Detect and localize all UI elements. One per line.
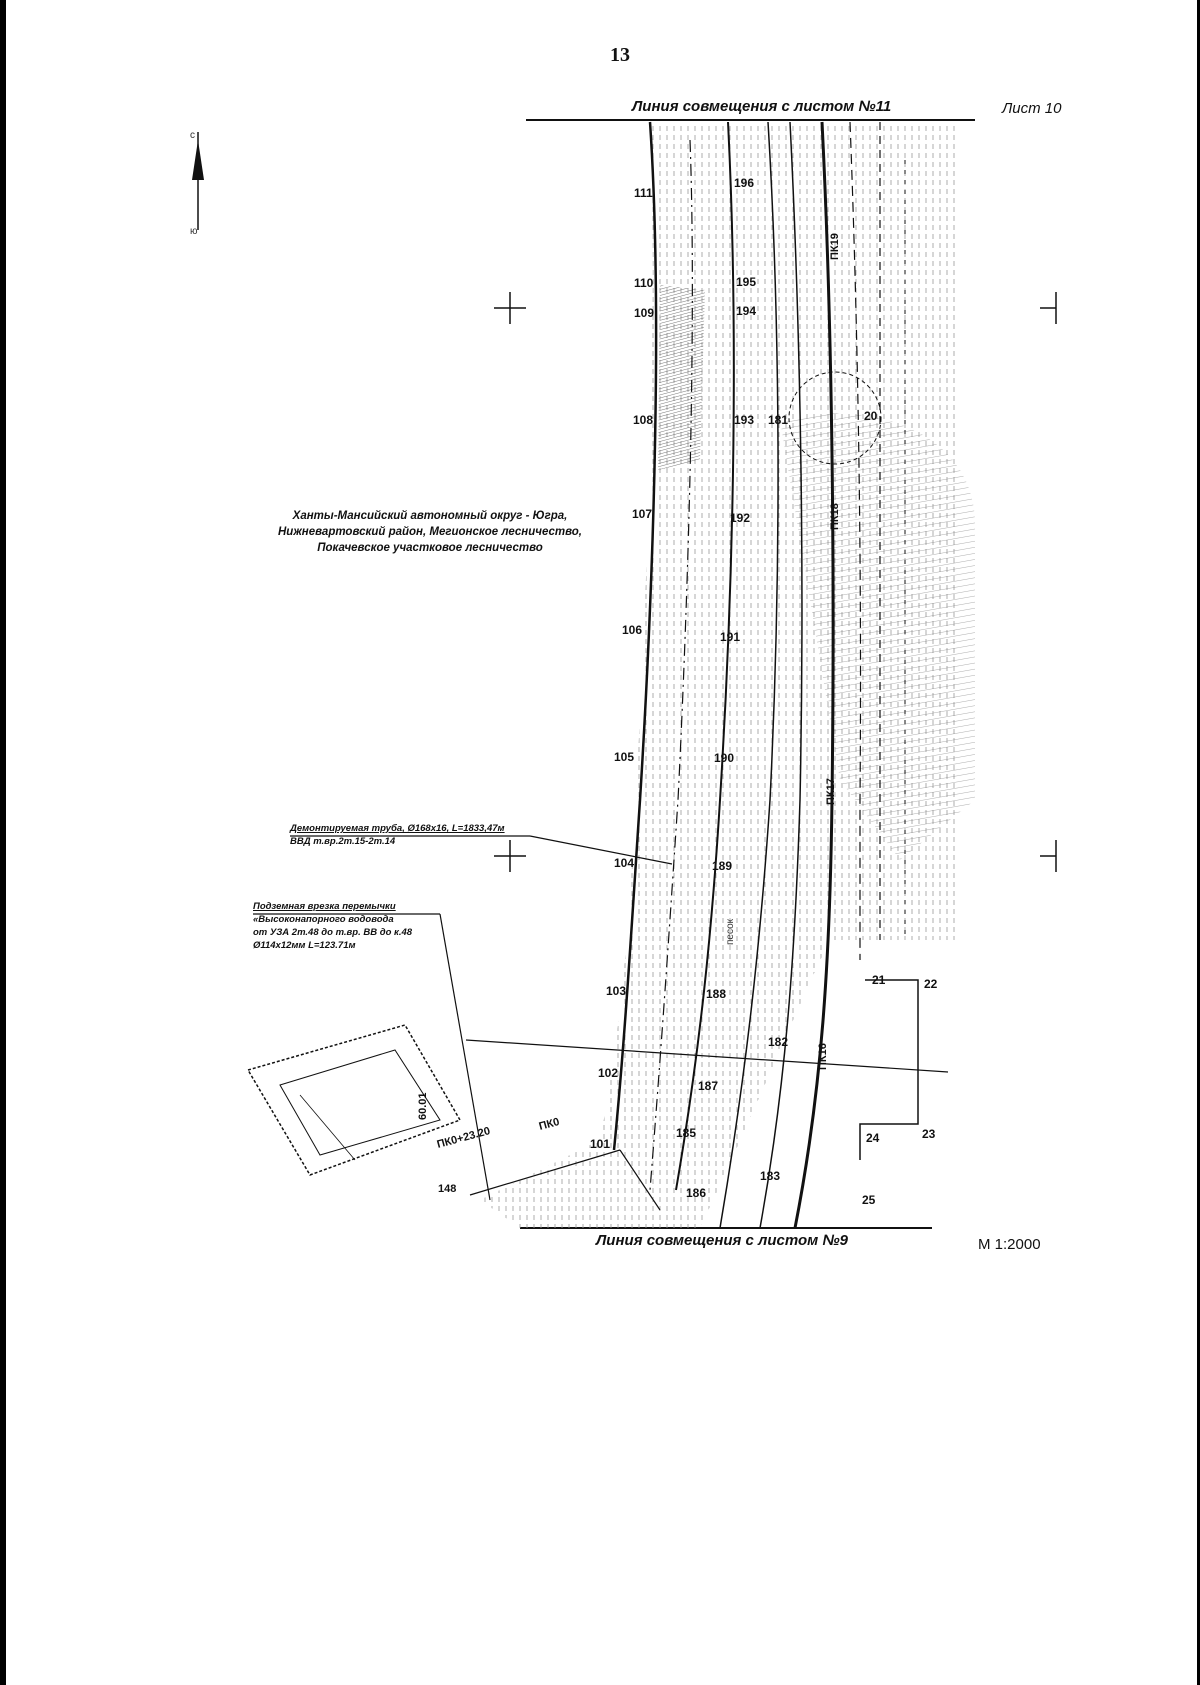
point-label: 185	[676, 1126, 697, 1140]
terrain-label: песок	[725, 918, 736, 945]
point-label: 191	[720, 630, 741, 644]
dense-hatch	[658, 285, 705, 470]
point-label: 102	[598, 1066, 619, 1080]
region-line-3: Покачевское участковое лесничество	[317, 542, 543, 554]
tie-in-line-1: Подземная врезка перемычки	[253, 901, 396, 912]
sheet-label: Лист 10	[1002, 100, 1062, 117]
point-label: 107	[632, 507, 653, 521]
tie-in-line-2: «Высоконапорного водовода	[253, 914, 394, 925]
page-number: 13	[610, 44, 630, 66]
picket-label: ПК0	[537, 1115, 561, 1133]
point-label: 189	[712, 859, 733, 873]
picket-label: ПК19	[829, 233, 841, 260]
scale-label: М 1:2000	[978, 1236, 1041, 1253]
point-label: 25	[862, 1193, 876, 1207]
point-label: 181	[768, 413, 789, 427]
point-label: 110	[634, 276, 654, 290]
point-label: 186	[686, 1186, 707, 1200]
point-label: 109	[634, 306, 655, 320]
point-label: 106	[622, 623, 643, 637]
svg-text:с: с	[190, 130, 195, 141]
point-label: 111	[634, 186, 653, 200]
point-label: 195	[736, 275, 757, 289]
point-label: 105	[614, 750, 635, 764]
point-label: 192	[730, 511, 751, 525]
picket-label: ПК18	[829, 503, 841, 530]
point-label: 23	[922, 1127, 936, 1141]
point-label: 24	[866, 1131, 880, 1145]
region-line-2: Нижневартовский район, Мегионское лесничество,	[278, 526, 582, 538]
point-label: 188	[706, 987, 727, 1001]
point-label: 183	[760, 1169, 781, 1183]
point-label: 103	[606, 984, 627, 998]
point-label: 20	[864, 409, 878, 423]
point-label: 194	[736, 304, 757, 318]
point-label: 182	[768, 1035, 789, 1049]
svg-text:ю: ю	[190, 226, 198, 237]
tie-in-line-4: Ø114х12мм L=123.71м	[253, 940, 356, 951]
picket-label: ПК17	[825, 778, 837, 805]
point-label: 190	[714, 751, 735, 765]
elevation-label: 60.01	[417, 1092, 429, 1120]
picket-label: ПК0+23.20	[435, 1125, 492, 1151]
dismantled-pipe-line-1: Демонтируемая труба, Ø168х16, L=1833,47м	[290, 823, 505, 834]
point-label: 104	[614, 856, 635, 870]
dismantled-pipe-line-2: ВВД т.вр.2т.15-2т.14	[290, 836, 396, 847]
point-label: 101	[590, 1137, 611, 1151]
point-label: 21	[872, 973, 886, 987]
point-label: 187	[698, 1079, 719, 1093]
tie-in-line-3: от УЗА 2т.48 до т.вр. ВВ до к.48	[253, 927, 413, 938]
region-line-1: Ханты-Мансийский автономный округ - Югра,	[292, 510, 568, 522]
picket-label: ПК16	[817, 1043, 829, 1070]
point-label: 108	[633, 413, 654, 427]
point-label: 22	[924, 977, 938, 991]
match-line-top-label: Линия совмещения с листом №11	[632, 98, 892, 115]
point-label: 196	[734, 176, 755, 190]
point-label: 193	[734, 413, 755, 427]
pad-number-label: 148	[438, 1183, 457, 1195]
match-line-bottom-label: Линия совмещения с листом №9	[596, 1232, 848, 1249]
north-arrow-icon	[190, 130, 204, 237]
